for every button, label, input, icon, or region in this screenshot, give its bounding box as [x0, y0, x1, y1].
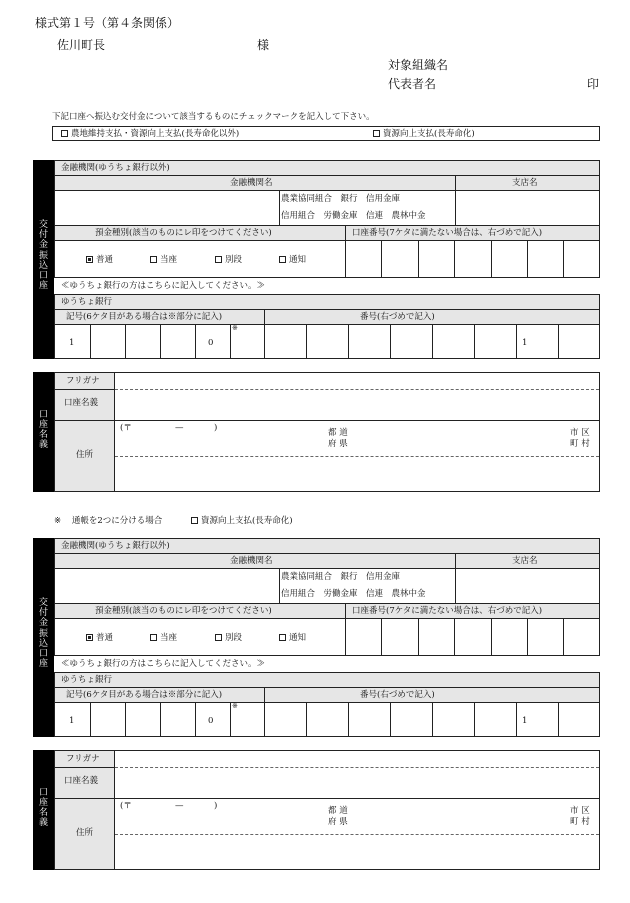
account-number-header: 口座番号(7ケタに満たない場合は、右づめで記入) — [352, 228, 543, 238]
side-label-bank: 交付金振込口座 — [38, 598, 48, 669]
header-shading — [55, 295, 599, 309]
postal-close: ) — [214, 423, 218, 433]
split-note — [54, 517, 293, 526]
branch-name-header: 支店名 — [512, 556, 538, 566]
addressee: 佐川町長 — [57, 38, 106, 52]
fi-type-options-1: 農業協同組合 銀行 信用金庫 — [281, 194, 401, 204]
furigana-label: フリガナ — [66, 754, 100, 764]
fi-type-options-1: 農業協同組合 銀行 信用金庫 — [281, 572, 401, 582]
account-name-input[interactable] — [115, 391, 599, 419]
header-shading — [55, 673, 599, 687]
checkbox-deposit-0[interactable] — [86, 634, 93, 641]
fuken-label: 府 県 — [328, 817, 348, 827]
furigana-input[interactable] — [115, 373, 599, 389]
account-name-label: 口座名義 — [64, 776, 99, 786]
fi-type-options-2: 信用組合 労働金庫 信連 農林中金 — [281, 211, 426, 221]
deposit-option[interactable] — [279, 634, 306, 643]
account-name-label: 口座名義 — [64, 398, 99, 408]
checkbox-deposit-3[interactable] — [279, 634, 286, 641]
kigo-digit-5: 0 — [208, 338, 214, 348]
fi-section-title: 金融機関(ゆうちょ銀行以外) — [61, 163, 170, 173]
deposit-option[interactable] — [215, 634, 242, 643]
seal-mark: 印 — [587, 77, 600, 91]
todo-label: 都 道 — [328, 428, 348, 438]
instruction-text: 下記口座へ振込む交付金について該当するものにチェックマークを記入して下さい。 — [52, 112, 375, 122]
bango-input[interactable] — [265, 703, 599, 736]
form-number: 様式第１号（第４条関係） — [35, 16, 180, 30]
postal-close: ) — [214, 801, 218, 811]
account-number-header: 口座番号(7ケタに満たない場合は、右づめで記入) — [352, 606, 543, 616]
account-name-input[interactable] — [115, 769, 599, 797]
shiku-label: 市 区 — [570, 806, 590, 816]
checkbox-deposit-3[interactable] — [279, 256, 286, 263]
org-name-label: 対象組織名 — [388, 58, 449, 72]
side-label-bank: 交付金振込口座 — [38, 220, 48, 291]
cell-divider — [279, 190, 280, 225]
yucho-note: ≪ゆうちょ銀行の方はこちらに記入してください。≫ — [61, 281, 266, 291]
representative-label: 代表者名 — [388, 77, 437, 91]
checkbox-split-option[interactable] — [191, 517, 198, 524]
kigo-sixth-mark: ※ — [232, 324, 238, 332]
chouson-label: 町 村 — [570, 817, 590, 827]
bango-header: 番号(右づめで記入) — [360, 312, 435, 322]
side-label-holder: 口座名義 — [38, 787, 48, 828]
cell-divider — [279, 568, 280, 603]
deposit-option-label: 通知 — [289, 255, 307, 265]
deposit-option[interactable] — [86, 634, 113, 643]
account-number-input[interactable] — [346, 619, 599, 655]
branch-name-input[interactable] — [456, 569, 599, 603]
kigo-sixth-mark: ※ — [232, 702, 238, 710]
checkbox-deposit-2[interactable] — [215, 634, 222, 641]
checkbox-deposit-1[interactable] — [150, 256, 157, 263]
deposit-option-label: 別段 — [225, 633, 243, 643]
deposit-option-label: 普通 — [96, 255, 114, 265]
split-note-text: 通帳を2つに分ける場合 — [71, 516, 163, 526]
furigana-input[interactable] — [115, 751, 599, 767]
dashed-guide-line — [115, 767, 599, 768]
deposit-option[interactable] — [215, 256, 242, 265]
account-number-input[interactable] — [346, 241, 599, 277]
option-label-2: 資源向上支払(長寿命化) — [383, 129, 475, 139]
deposit-type-header: 預金種別(該当のものにレ印をつけてください) — [95, 606, 272, 616]
deposit-option-label: 当座 — [160, 633, 178, 643]
fuken-label: 府 県 — [328, 439, 348, 449]
kigo-input[interactable] — [55, 325, 263, 358]
bango-input[interactable] — [265, 325, 599, 358]
checkbox-opt1[interactable] — [61, 130, 68, 137]
rule-line — [54, 767, 114, 768]
kigo-digit-1: 1 — [69, 716, 75, 726]
kigo-header: 記号(6ケタ目がある場合は※部分に記入) — [66, 312, 223, 322]
bango-last-digit: 1 — [522, 338, 528, 348]
address-input[interactable] — [115, 799, 599, 869]
checkbox-opt2[interactable] — [373, 130, 380, 137]
fund-type-options — [52, 126, 600, 141]
fi-name-input[interactable] — [55, 191, 279, 225]
yucho-note: ≪ゆうちょ銀行の方はこちらに記入してください。≫ — [61, 659, 266, 669]
deposit-option[interactable] — [86, 256, 113, 265]
kigo-digit-1: 1 — [69, 338, 75, 348]
option-label-1: 農地維持支払・資源向上支払(長寿命化以外) — [71, 129, 240, 139]
deposit-option-label: 別段 — [225, 255, 243, 265]
deposit-option-label: 通知 — [289, 633, 307, 643]
postal-open: (〒 — [120, 423, 132, 433]
sama-label: 様 — [257, 38, 270, 52]
header-shading — [55, 751, 114, 869]
fi-name-input[interactable] — [55, 569, 279, 603]
deposit-option[interactable] — [279, 256, 306, 265]
shiku-label: 市 区 — [570, 428, 590, 438]
postal-dash: — — [175, 423, 184, 433]
furigana-label: フリガナ — [66, 376, 100, 386]
split-option-label: 資源向上支払(長寿命化) — [200, 516, 293, 526]
header-shading — [55, 373, 114, 491]
fi-section-title: 金融機関(ゆうちょ銀行以外) — [61, 541, 170, 551]
deposit-option[interactable] — [150, 634, 177, 643]
yucho-title: ゆうちょ銀行 — [61, 675, 113, 685]
deposit-type-header: 預金種別(該当のものにレ印をつけてください) — [95, 228, 272, 238]
rule-line — [54, 389, 114, 390]
checkbox-deposit-1[interactable] — [150, 634, 157, 641]
kigo-input[interactable] — [55, 703, 263, 736]
address-label: 住所 — [76, 450, 94, 460]
kigo-digit-5: 0 — [208, 716, 214, 726]
fi-name-header: 金融機関名 — [230, 556, 273, 566]
split-note-mark: ※ — [54, 516, 62, 526]
address-label: 住所 — [76, 828, 94, 838]
deposit-option[interactable] — [150, 256, 177, 265]
postal-dash: — — [175, 801, 184, 811]
chouson-label: 町 村 — [570, 439, 590, 449]
address-input[interactable] — [115, 421, 599, 491]
fi-type-options-2: 信用組合 労働金庫 信連 農林中金 — [281, 589, 426, 599]
branch-name-input[interactable] — [456, 191, 599, 225]
checkbox-deposit-2[interactable] — [215, 256, 222, 263]
fi-name-header: 金融機関名 — [230, 178, 273, 188]
postal-open: (〒 — [120, 801, 132, 811]
kigo-header: 記号(6ケタ目がある場合は※部分に記入) — [66, 690, 223, 700]
bango-last-digit: 1 — [522, 716, 528, 726]
dashed-guide-line — [115, 389, 599, 390]
deposit-option-label: 当座 — [160, 255, 178, 265]
bango-header: 番号(右づめで記入) — [360, 690, 435, 700]
checkbox-deposit-0[interactable] — [86, 256, 93, 263]
branch-name-header: 支店名 — [512, 178, 538, 188]
deposit-option-label: 普通 — [96, 633, 114, 643]
yucho-title: ゆうちょ銀行 — [61, 297, 113, 307]
todo-label: 都 道 — [328, 806, 348, 816]
side-label-holder: 口座名義 — [38, 409, 48, 450]
